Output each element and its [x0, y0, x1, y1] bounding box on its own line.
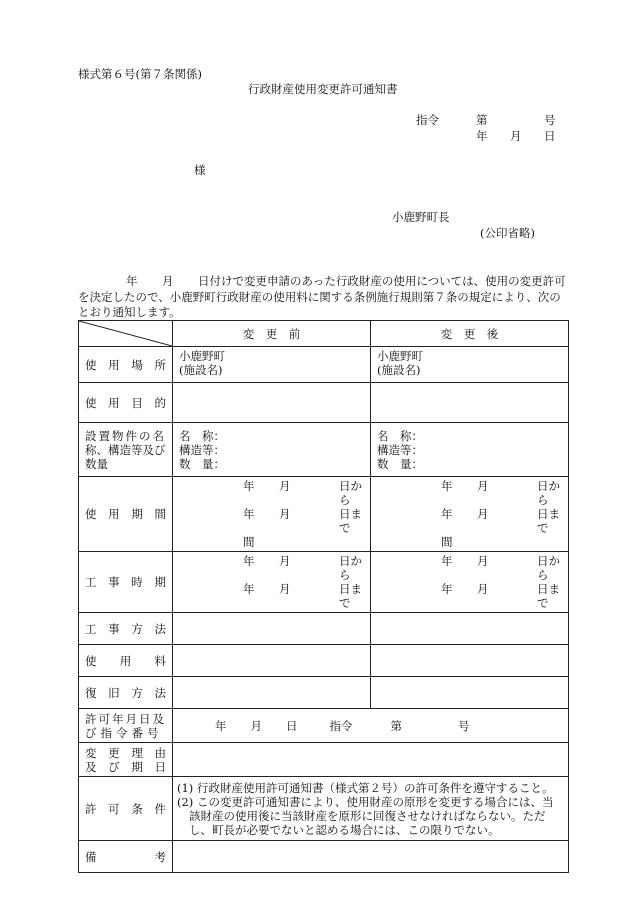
installations-after[interactable]: 名 称： 構造等： 数 量：: [371, 423, 569, 477]
use-period-after[interactable]: 年 月 日から 年 月 日まで 間: [371, 477, 569, 552]
order-go: 号: [544, 113, 556, 127]
body-year: 年: [126, 274, 138, 288]
label-construction-time: 工 事 時 期: [79, 552, 173, 613]
order-dai: 第: [476, 113, 488, 127]
order-label: 指令: [416, 113, 439, 127]
construction-time-before[interactable]: 年 月 日から 年 月 日まで: [173, 552, 371, 613]
label-restoration-method: 復 旧 方 法: [79, 677, 173, 709]
usage-fee-after[interactable]: [371, 645, 569, 677]
construction-time-after[interactable]: 年 月 日から 年 月 日まで: [371, 552, 569, 613]
restoration-method-before[interactable]: [173, 677, 371, 709]
col-header-after: 変 更 後: [371, 321, 569, 347]
issuer-name: 小鹿野町長: [392, 210, 450, 224]
body-line-3: とおり通知します。: [78, 305, 181, 319]
seal-note: (公印省略): [480, 226, 535, 240]
body-line-2: を決定したので、小鹿野町行政財産の使用料に関する条例施行規則第７条の規定により、次の: [78, 290, 561, 304]
form-number: 様式第６号(第７条関係): [78, 67, 202, 81]
remarks-value[interactable]: [173, 841, 569, 873]
label-use-period: 使 用 期 間: [79, 477, 173, 552]
label-use-place: 使 用 場 所: [79, 347, 173, 383]
label-remarks: 備 考: [79, 841, 173, 873]
use-purpose-before[interactable]: [173, 383, 371, 423]
installations-before[interactable]: 名 称： 構造等： 数 量：: [173, 423, 371, 477]
permit-conditions-value: (1) 行政財産使用許可通知書（様式第２号）の許可条件を遵守すること。 (2) この変更許可通知書により、使用財産の原形を変更する場合には、当 該財産の使用後に当該財産を原形に回復させなければならない。ただ し、町長が必要でないと認める場合には、この限りでない。: [173, 777, 569, 841]
restoration-method-after[interactable]: [371, 677, 569, 709]
form-table: [78, 320, 569, 873]
use-place-after[interactable]: 小鹿野町 (施設名): [371, 347, 569, 383]
construction-method-before[interactable]: [173, 613, 371, 645]
label-usage-fee: 使 用 料: [79, 645, 173, 677]
date-year: 年: [476, 129, 488, 143]
body-month: 月: [162, 274, 174, 288]
permit-date-number-value[interactable]: 年 月 日 指令 第 号: [173, 709, 569, 743]
usage-fee-before[interactable]: [173, 645, 371, 677]
label-installations: 設置物件の名 称、構造等及び 数量: [79, 423, 173, 477]
change-reason-value[interactable]: [173, 743, 569, 777]
use-purpose-after[interactable]: [371, 383, 569, 423]
label-construction-method: 工 事 方 法: [79, 613, 173, 645]
label-permit-conditions: 許 可 条 件: [79, 777, 173, 841]
addressee-sama: 様: [194, 163, 206, 177]
label-use-purpose: 使 用 目 的: [79, 383, 173, 423]
use-place-before[interactable]: 小鹿野町 (施設名): [173, 347, 371, 383]
construction-method-after[interactable]: [371, 613, 569, 645]
label-permit-date-number: 許可年月日及 び指令番号: [79, 709, 173, 743]
body-line-1: 日付けで変更申請のあった行政財産の使用については、使用の変更許可: [198, 274, 566, 288]
label-change-reason: 変 更 理 由 及 び 期 日: [79, 743, 173, 777]
document-title: 行政財産使用変更許可通知書: [248, 82, 398, 96]
date-month: 月: [510, 129, 522, 143]
use-period-before[interactable]: 年 月 日から 年 月 日まで 間: [173, 477, 371, 552]
header-diagonal-cell: [79, 321, 173, 347]
date-day: 日: [544, 129, 556, 143]
col-header-before: 変 更 前: [173, 321, 371, 347]
